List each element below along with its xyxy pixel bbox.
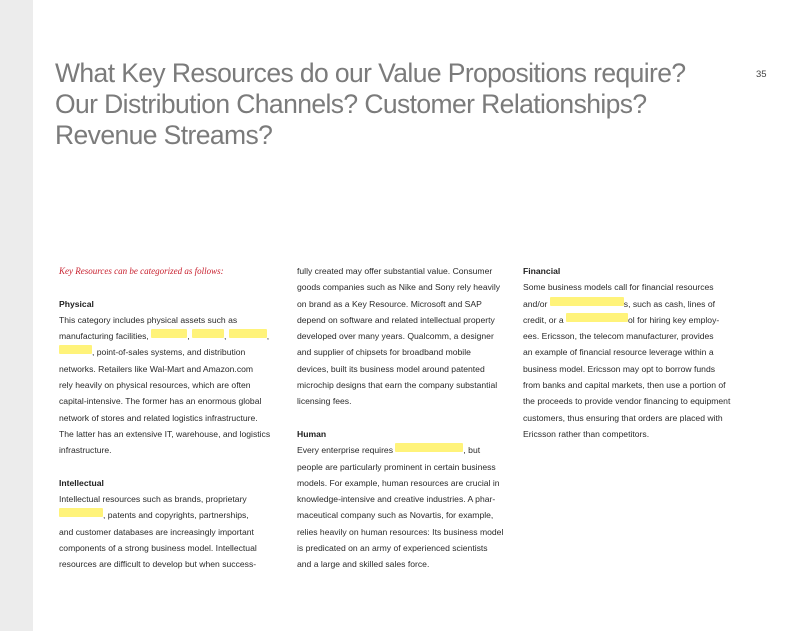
left-gutter xyxy=(0,0,33,631)
column-2 xyxy=(297,263,503,573)
body-line: knowledge-intensive and creative industries. A phar- xyxy=(297,494,496,505)
body-line: and customer databases are increasingly important xyxy=(59,526,254,537)
body-line: microchip designs that earn the company substantial xyxy=(297,380,498,391)
column-1 xyxy=(59,263,270,573)
highlight-mark xyxy=(566,313,628,322)
body-line: Intellectual resources such as brands, proprietary xyxy=(59,494,247,505)
page-number: 35 xyxy=(756,69,767,80)
body-line: credit, or a ol for hiring key employ- xyxy=(523,314,720,325)
highlight-mark xyxy=(395,443,463,452)
body-line: licensing fees. xyxy=(297,396,352,407)
body-line: customers, thus ensuring that orders are placed with xyxy=(523,412,723,423)
body-line: the proceeds to provide vendor financing to equipment xyxy=(523,396,731,407)
body-line: business model. Ericsson may opt to borrow funds xyxy=(523,363,716,374)
body-line: people are particularly prominent in certain business xyxy=(297,461,496,472)
highlight-mark xyxy=(151,329,187,338)
body-line: The latter has an extensive IT, warehouse, and logistics xyxy=(59,428,271,439)
body-line: networks. Retailers like Wal-Mart and Amazon.com xyxy=(59,363,254,374)
body-line: , patents and copyrights, partnerships, xyxy=(59,507,270,523)
body-line: is predicated on an army of experienced scientists xyxy=(297,543,488,554)
highlight-mark xyxy=(229,329,267,338)
body-line: relies heavily on human resources: Its business model xyxy=(297,526,504,537)
column-3 xyxy=(523,263,730,442)
body-line: capital-intensive. The former has an enormous global xyxy=(59,396,262,407)
body-line: depend on software and related intellectual property xyxy=(297,314,495,325)
body-line: Ericsson rather than competitors. xyxy=(523,428,650,439)
body-line: Some business models call for financial resources xyxy=(523,282,714,293)
body-line: and supplier of chipsets for broadband mobile xyxy=(297,347,471,358)
body-line: maceutical company such as Novartis, for example, xyxy=(297,510,494,521)
body-line: devices, built its business model around patented xyxy=(297,363,485,374)
heading-line-1: What Key Resources do our Value Propositions require? xyxy=(55,58,686,88)
body-line: goods companies such as Nike and Sony rely heavily xyxy=(297,282,501,293)
body-line: Every enterprise requires , but xyxy=(297,445,481,456)
body-line: infrastructure. xyxy=(59,445,112,456)
highlight-mark xyxy=(59,345,92,354)
page-heading xyxy=(55,58,695,151)
highlight-mark xyxy=(59,508,103,517)
human-heading: Human xyxy=(297,428,327,439)
heading-line-3: Revenue Streams? xyxy=(55,120,273,150)
body-line: from banks and capital markets, then use a portion of xyxy=(523,380,726,391)
body-line: , point-of-sales systems, and distribution xyxy=(59,344,270,360)
body-line: rely heavily on physical resources, which are often xyxy=(59,380,251,391)
body-line: an example of financial resource leverage within a xyxy=(523,347,714,358)
body-line: on brand as a Key Resource. Microsoft and SAP xyxy=(297,298,482,309)
highlight-mark xyxy=(192,329,224,338)
body-line: and/or s, such as cash, lines of xyxy=(523,298,715,309)
body-line: components of a strong business model. Intellectual xyxy=(59,543,257,554)
body-line: network of stores and related logistics infrastructure. xyxy=(59,412,258,423)
body-line: and a large and skilled sales force. xyxy=(297,559,430,570)
body-line: resources are difficult to develop but when success- xyxy=(59,559,257,570)
body-line: fully created may offer substantial value. Consumer xyxy=(297,266,493,276)
body-line: manufacturing facilities, , , , xyxy=(59,331,270,342)
highlight-mark xyxy=(550,297,624,306)
body-line: developed over many years. Qualcomm, a designer xyxy=(297,331,494,342)
body-line: This category includes physical assets such as xyxy=(59,314,238,325)
body-line: models. For example, human resources are crucial in xyxy=(297,477,500,488)
body-line: ees. Ericsson, the telecom manufacturer, provides xyxy=(523,331,714,342)
intro-text: Key Resources can be categorized as follows: xyxy=(59,266,224,276)
physical-heading: Physical xyxy=(59,298,94,309)
heading-line-2: Our Distribution Channels? Customer Relationships? xyxy=(55,89,647,119)
intellectual-heading: Intellectual xyxy=(59,477,104,488)
financial-heading: Financial xyxy=(523,266,561,276)
